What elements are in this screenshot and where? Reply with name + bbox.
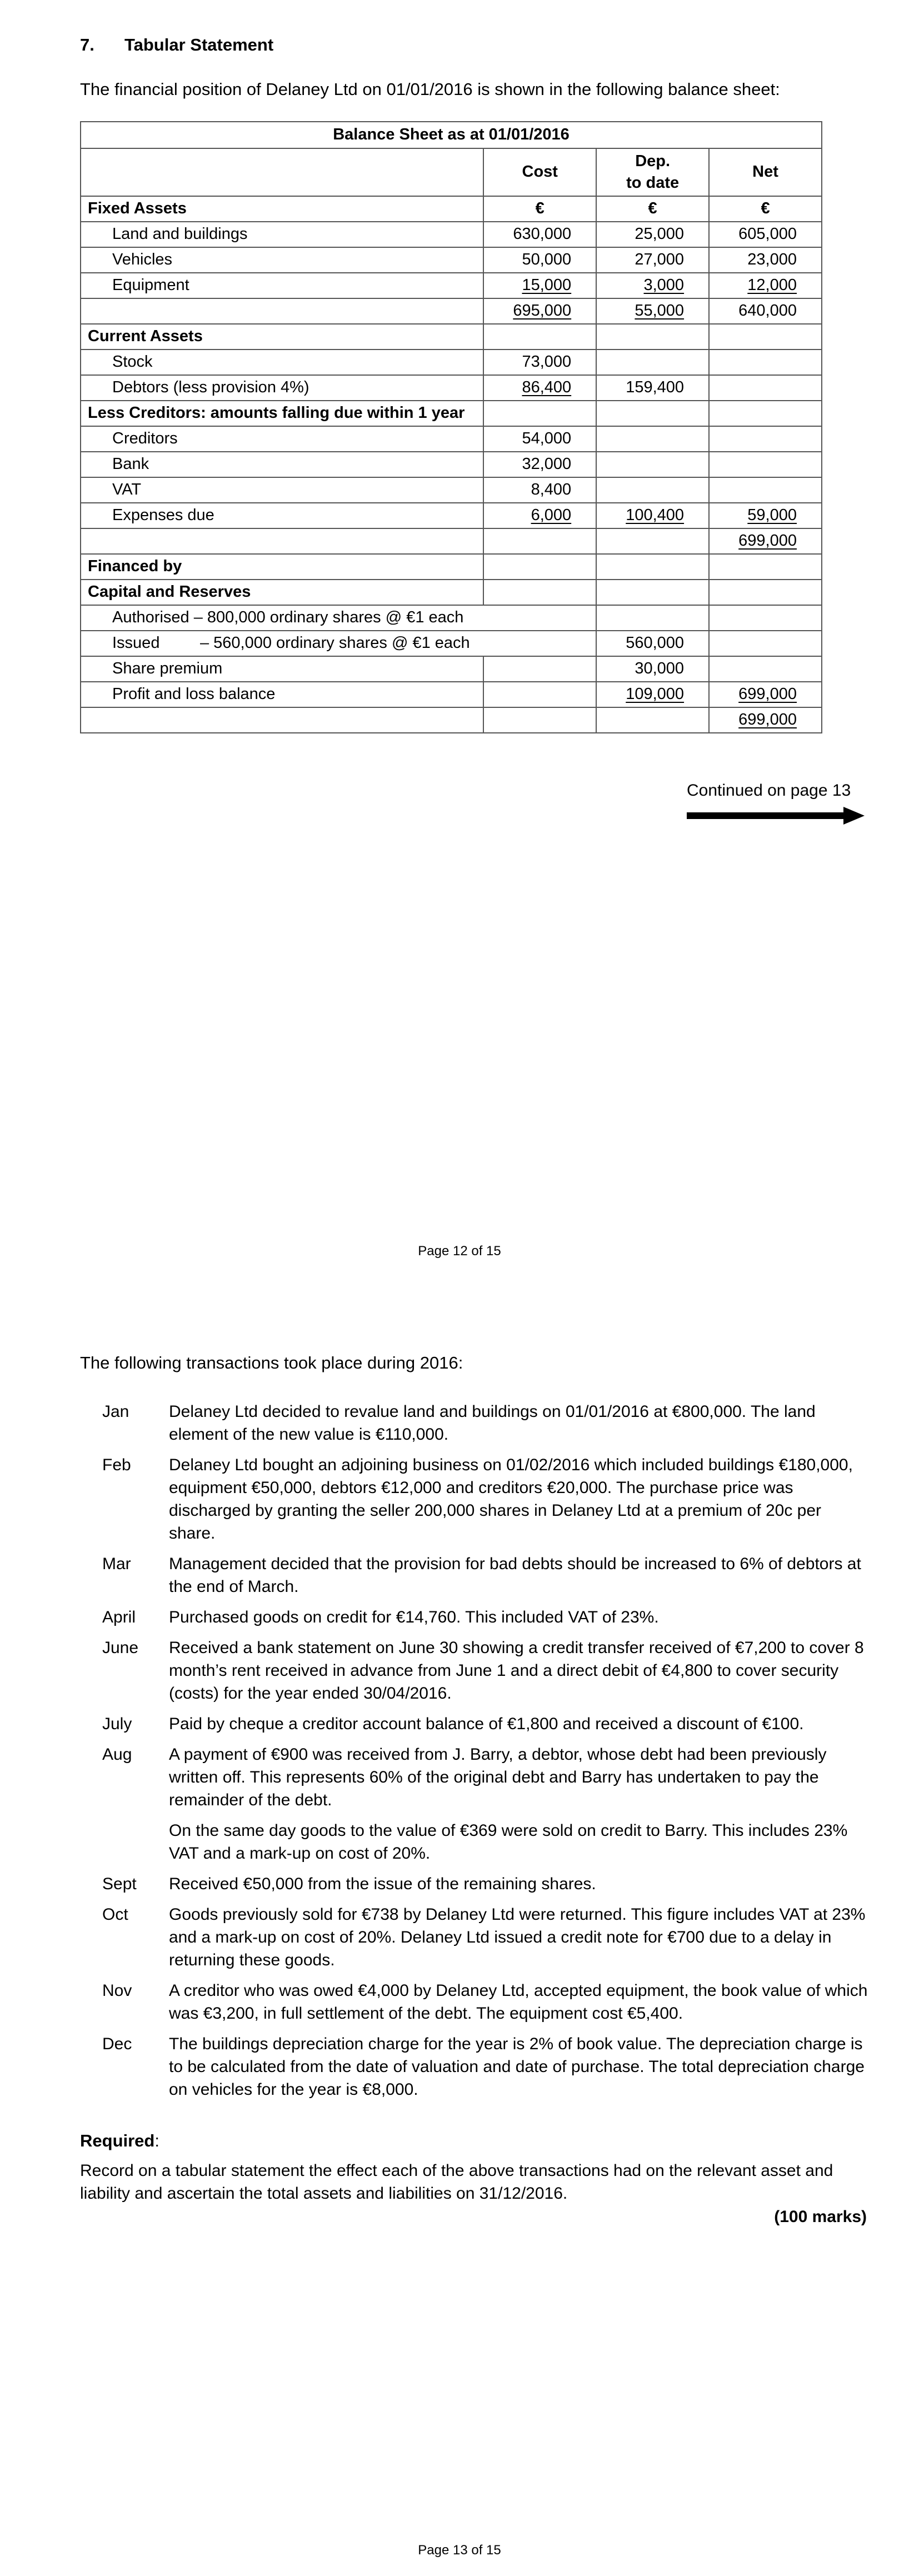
table-row: Vehicles 50,000 27,000 23,000 <box>81 247 822 273</box>
fixed-assets-label: Fixed Assets <box>81 196 483 222</box>
table-row: VAT 8,400 <box>81 477 822 503</box>
list-item: Aug A payment of €900 was received from J. Barry, a debtor, whose debt had been previously written off. This represents 60% of the original debt and Barry has undertaken to pay the remainder of the debt. <box>102 1745 827 1809</box>
list-item: On the same day goods to the value of €369 were sold on credit to Barry. This includes 23% VAT and a mark-up on cost of 20%. <box>169 1821 848 1863</box>
list-item: April Purchased goods on credit for €14,760. This included VAT of 23%. <box>102 1608 659 1626</box>
authorised-shares: Authorised – 800,000 ordinary shares @ €1 each <box>81 605 596 631</box>
intro-text: The financial position of Delaney Ltd on 01/01/2016 is shown in the following balance sheet: <box>80 79 780 99</box>
right-arrow-icon <box>687 806 865 826</box>
question-title: Tabular Statement <box>124 35 274 54</box>
current-assets-label: Current Assets <box>81 324 483 350</box>
required-heading: Required: <box>80 2131 159 2150</box>
list-item: Jan Delaney Ltd decided to revalue land and buildings on 01/01/2016 at €800,000. The land element of the new value is €110,000. <box>102 1402 816 1444</box>
table-title-row <box>81 122 822 148</box>
currency-net: € <box>709 196 822 222</box>
table-row <box>81 605 822 631</box>
less-creditors-label: Less Creditors: amounts falling due within 1 year <box>81 401 483 426</box>
table-row: Creditors 54,000 <box>81 426 822 452</box>
page-number-12: Page 12 of 15 <box>418 1244 501 1259</box>
currency-cost: € <box>483 196 596 222</box>
question-number: 7. <box>80 35 94 54</box>
net-total-row: 699,000 <box>81 528 822 554</box>
final-total-row: 699,000 <box>81 707 822 733</box>
table-row: Stock 73,000 <box>81 350 822 375</box>
list-item: Dec The buildings depreciation charge for the year is 2% of book value. The depreciation charge is to be calculated from the date of valuation and date of purchase. The total depreciation charge on vehicles for the year is €8,000. <box>102 2035 865 2099</box>
balance-sheet-table <box>80 121 822 733</box>
table-row <box>81 580 822 605</box>
table-row: Debtors (less provision 4%) 86,400 159,400 <box>81 375 822 401</box>
table-row: Share premium 30,000 <box>81 656 822 682</box>
currency-dep: € <box>596 196 709 222</box>
list-item: June Received a bank statement on June 30 showing a credit transfer received of €7,200 to cover 8 month’s rent received in advance from June 1 and a direct debit of €4,800 to cover security (costs) for the year ended 30/04/2016. <box>102 1639 864 1703</box>
continued-note: Continued on page 13 <box>687 781 851 800</box>
required-text: Record on a tabular statement the effect each of the above transactions had on the relevant asset and liability and ascertain the total assets and liabilities on 31/12/2016. <box>80 2161 833 2203</box>
list-item: Oct Goods previously sold for €738 by Delaney Ltd were returned. This figure includes VAT at 23% and a mark-up on cost of 20%. Delaney Ltd issued a credit note for €700 due to a delay in returning these goods. <box>102 1905 866 1969</box>
table-row <box>81 324 822 350</box>
table-row <box>81 196 822 222</box>
table-row: Land and buildings 630,000 25,000 605,000 <box>81 222 822 247</box>
list-item: Feb Delaney Ltd bought an adjoining business on 01/02/2016 which included buildings €180,000, equipment €50,000, debtors €12,000 and creditors €20,000. The purchase price was discharged by granting the seller 200,000 shares in Delaney Ltd at a premium of 20c per share. <box>102 1456 853 1542</box>
issued-shares: Issued – 560,000 ordinary shares @ €1 each <box>81 631 596 656</box>
table-row: Profit and loss balance 109,000 699,000 <box>81 682 822 707</box>
capital-reserves-label: Capital and Reserves <box>81 580 483 605</box>
header-dep: Dep. to date <box>596 148 709 196</box>
table-row <box>81 401 822 426</box>
list-item: Sept Received €50,000 from the issue of the remaining shares. <box>102 1875 596 1893</box>
table-row <box>81 554 822 580</box>
header-cost: Cost <box>483 148 596 196</box>
financed-by-label: Financed by <box>81 554 483 580</box>
balance-sheet-title: Balance Sheet as at 01/01/2016 <box>81 122 822 148</box>
transactions-intro: The following transactions took place during 2016: <box>80 1353 463 1372</box>
table-row: Issued – 560,000 ordinary shares @ €1 each 560,000 <box>81 631 822 656</box>
table-header-row <box>81 148 822 196</box>
table-row: Equipment 15,000 3,000 12,000 <box>81 273 822 298</box>
page-number-13: Page 13 of 15 <box>418 2543 501 2558</box>
table-row: Bank 32,000 <box>81 452 822 477</box>
table-row: Expenses due 6,000 100,400 59,000 <box>81 503 822 528</box>
list-item: July Paid by cheque a creditor account balance of €1,800 and received a discount of €100. <box>102 1715 804 1733</box>
transactions-list <box>80 1400 869 2109</box>
fixed-assets-total-row: 695,000 55,000 640,000 <box>81 298 822 324</box>
list-item: Mar Management decided that the provision for bad debts should be increased to 6% of debtors at the end of March. <box>102 1555 861 1596</box>
header-net: Net <box>709 148 822 196</box>
list-item: Nov A creditor who was owed €4,000 by Delaney Ltd, accepted equipment, the book value of which was €3,200, in full settlement of the debt. The equipment cost €5,400. <box>102 1981 868 2023</box>
question-heading <box>80 33 273 57</box>
marks-label: (100 marks) <box>774 2208 867 2226</box>
